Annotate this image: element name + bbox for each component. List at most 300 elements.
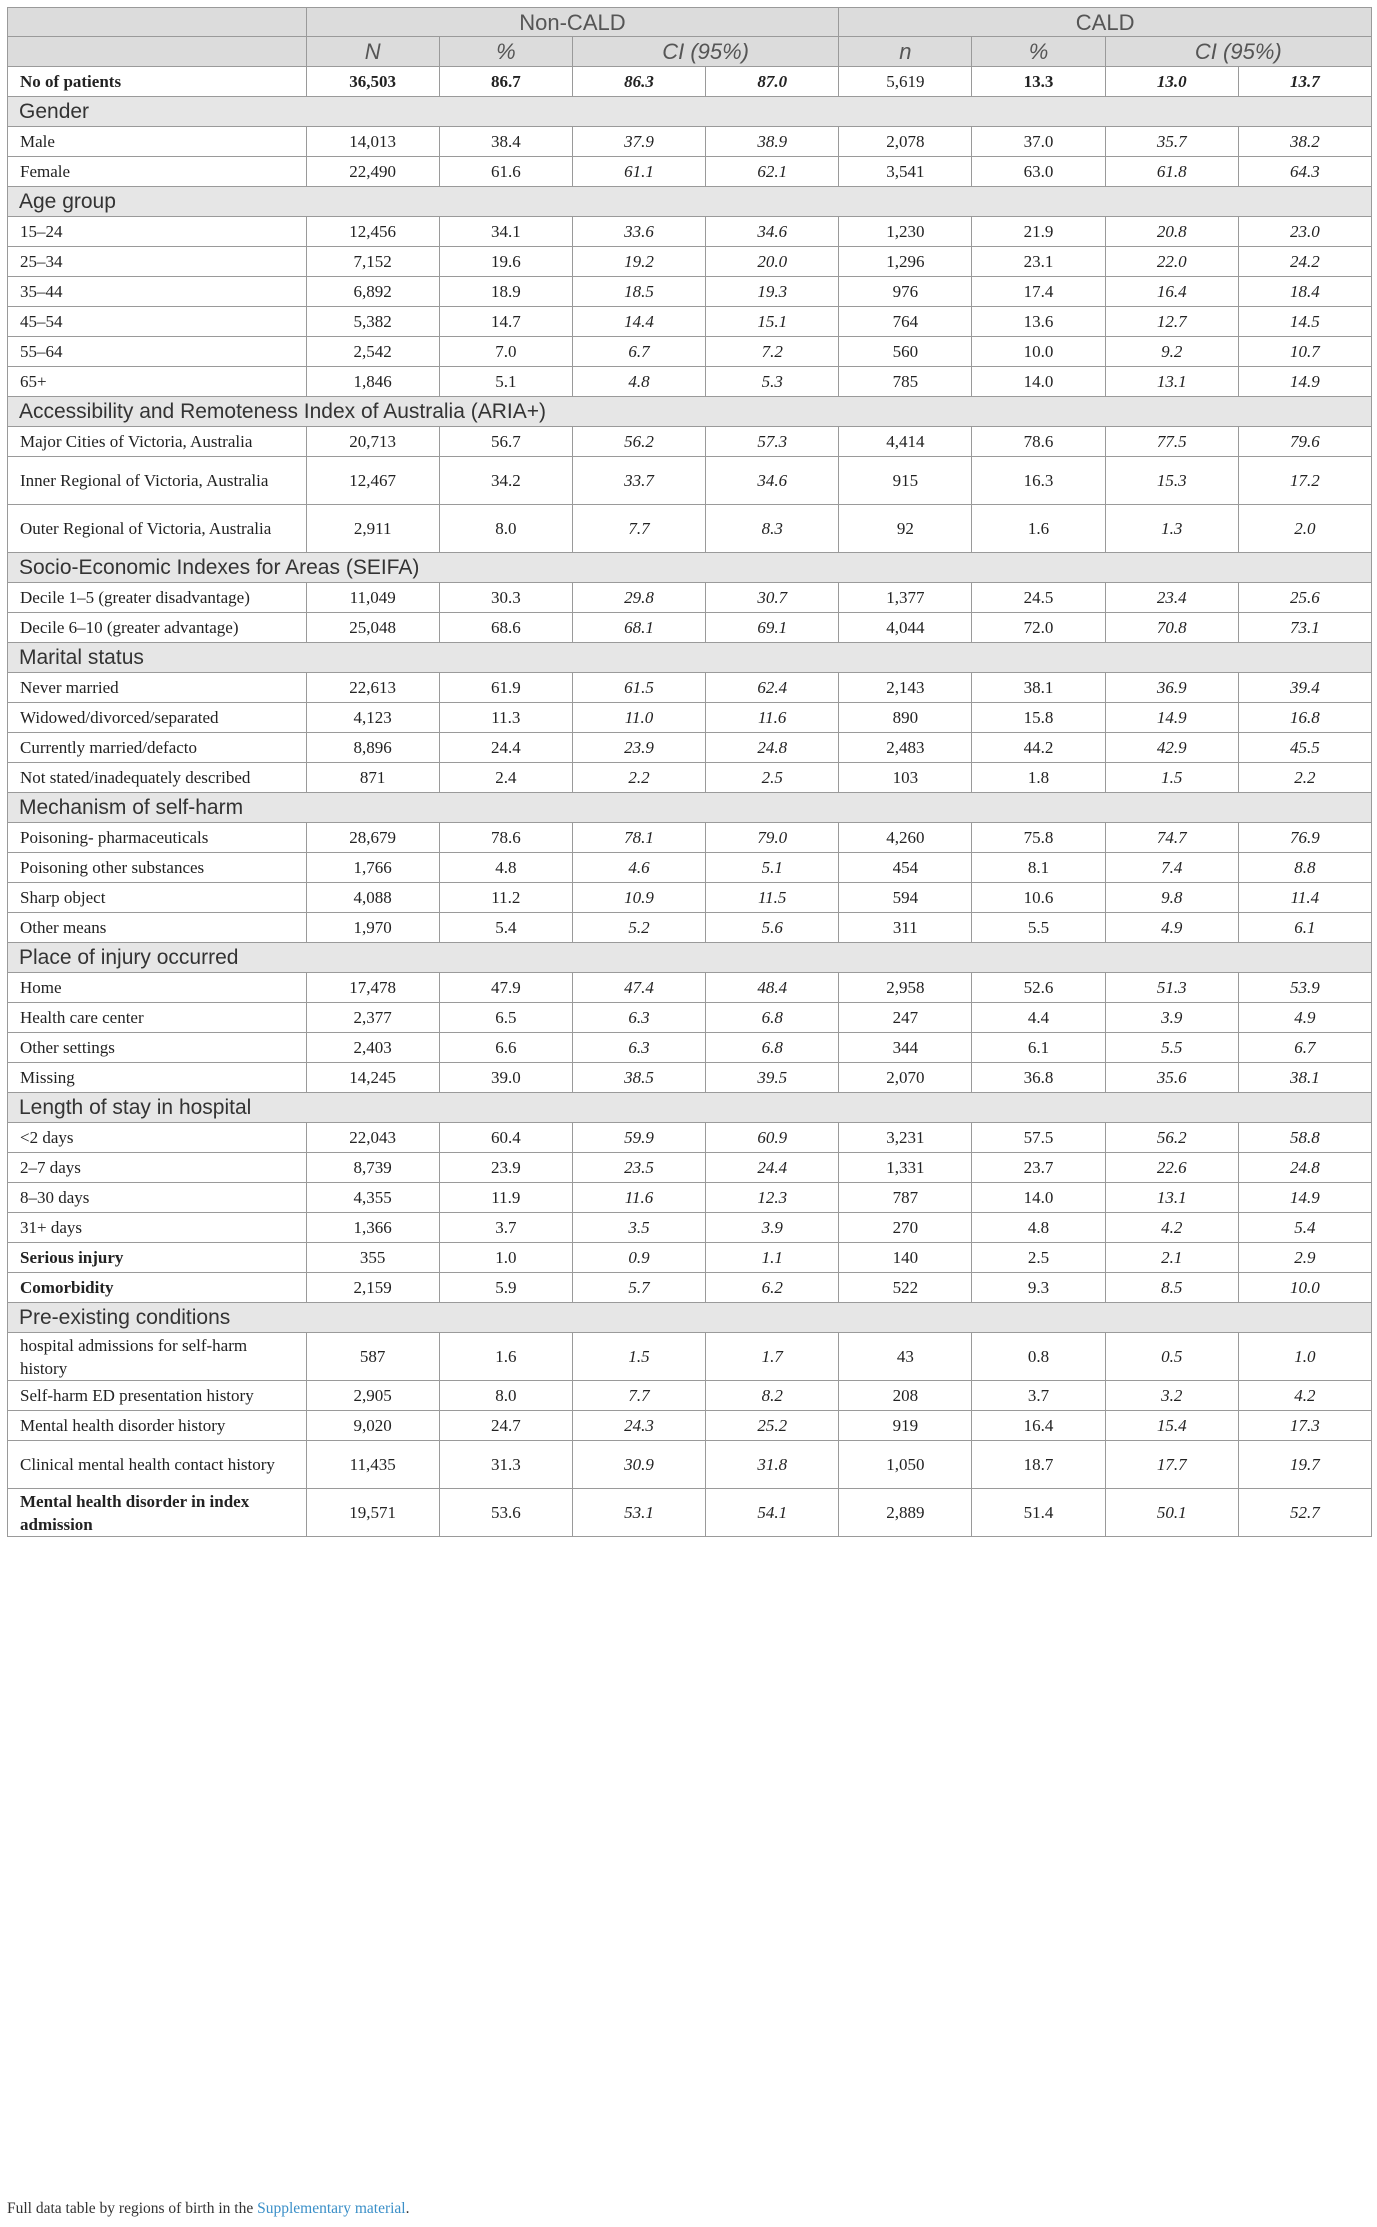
table-row: [8, 1153, 1372, 1183]
percent-cell: 6.6: [439, 1033, 572, 1063]
section-row: [8, 187, 1372, 217]
percent-cell: 24.5: [972, 583, 1105, 613]
ci-upper-cell: 6.2: [706, 1273, 839, 1303]
row-label: Missing: [8, 1063, 307, 1093]
count-cell: 871: [306, 763, 439, 793]
table-row: [8, 823, 1372, 853]
ci-upper-cell: 14.9: [1238, 1183, 1371, 1213]
header-cald: CALD: [839, 8, 1372, 37]
row-label: Home: [8, 973, 307, 1003]
table-body: [8, 67, 1372, 1537]
count-cell: 1,050: [839, 1441, 972, 1489]
percent-cell: 44.2: [972, 733, 1105, 763]
percent-cell: 1.8: [972, 763, 1105, 793]
percent-cell: 4.8: [972, 1213, 1105, 1243]
ci-upper-cell: 6.8: [706, 1003, 839, 1033]
table-row: [8, 457, 1372, 505]
ci-lower-cell: 9.8: [1105, 883, 1238, 913]
ci-upper-cell: 45.5: [1238, 733, 1371, 763]
ci-upper-cell: 34.6: [706, 217, 839, 247]
count-cell: 3,541: [839, 157, 972, 187]
percent-cell: 6.1: [972, 1033, 1105, 1063]
ci-upper-cell: 17.2: [1238, 457, 1371, 505]
ci-upper-cell: 11.4: [1238, 883, 1371, 913]
ci-lower-cell: 5.5: [1105, 1033, 1238, 1063]
percent-cell: 13.6: [972, 307, 1105, 337]
count-cell: 2,143: [839, 673, 972, 703]
row-label: Inner Regional of Victoria, Australia: [8, 457, 307, 505]
count-cell: 22,613: [306, 673, 439, 703]
ci-lower-cell: 36.9: [1105, 673, 1238, 703]
row-label: Currently married/defacto: [8, 733, 307, 763]
ci-lower-cell: 23.5: [572, 1153, 705, 1183]
count-cell: 9,020: [306, 1411, 439, 1441]
count-cell: 2,958: [839, 973, 972, 1003]
table-row: [8, 67, 1372, 97]
count-cell: 22,043: [306, 1123, 439, 1153]
count-cell: 92: [839, 505, 972, 553]
percent-cell: 8.0: [439, 505, 572, 553]
count-cell: 4,414: [839, 427, 972, 457]
ci-upper-cell: 57.3: [706, 427, 839, 457]
ci-lower-cell: 18.5: [572, 277, 705, 307]
percent-cell: 19.6: [439, 247, 572, 277]
percent-cell: 11.9: [439, 1183, 572, 1213]
ci-upper-cell: 54.1: [706, 1489, 839, 1537]
percent-cell: 72.0: [972, 613, 1105, 643]
count-cell: 5,619: [839, 67, 972, 97]
table-row: [8, 763, 1372, 793]
count-cell: 8,896: [306, 733, 439, 763]
table-row: [8, 1033, 1372, 1063]
table-row: [8, 1063, 1372, 1093]
table-row: [8, 1123, 1372, 1153]
count-cell: 22,490: [306, 157, 439, 187]
ci-upper-cell: 8.2: [706, 1381, 839, 1411]
section-row: [8, 643, 1372, 673]
percent-cell: 24.7: [439, 1411, 572, 1441]
header-ci: CI (95%): [1105, 37, 1371, 67]
ci-upper-cell: 14.9: [1238, 367, 1371, 397]
ci-lower-cell: 5.7: [572, 1273, 705, 1303]
ci-lower-cell: 2.1: [1105, 1243, 1238, 1273]
ci-upper-cell: 1.0: [1238, 1333, 1371, 1381]
ci-upper-cell: 5.3: [706, 367, 839, 397]
count-cell: 3,231: [839, 1123, 972, 1153]
ci-lower-cell: 1.5: [572, 1333, 705, 1381]
ci-upper-cell: 62.4: [706, 673, 839, 703]
row-label: hospital admissions for self-harm history: [8, 1333, 307, 1381]
percent-cell: 61.9: [439, 673, 572, 703]
percent-cell: 36.8: [972, 1063, 1105, 1093]
ci-lower-cell: 4.2: [1105, 1213, 1238, 1243]
percent-cell: 21.9: [972, 217, 1105, 247]
table-row: [8, 505, 1372, 553]
ci-lower-cell: 33.7: [572, 457, 705, 505]
footnote-text: Full data table by regions of birth in the: [7, 2200, 258, 2217]
ci-lower-cell: 78.1: [572, 823, 705, 853]
ci-lower-cell: 1.3: [1105, 505, 1238, 553]
table-row: [8, 673, 1372, 703]
count-cell: 587: [306, 1333, 439, 1381]
ci-lower-cell: 11.6: [572, 1183, 705, 1213]
header-percent: %: [972, 37, 1105, 67]
ci-upper-cell: 16.8: [1238, 703, 1371, 733]
ci-lower-cell: 68.1: [572, 613, 705, 643]
ci-lower-cell: 15.4: [1105, 1411, 1238, 1441]
ci-upper-cell: 2.0: [1238, 505, 1371, 553]
percent-cell: 56.7: [439, 427, 572, 457]
percent-cell: 5.5: [972, 913, 1105, 943]
count-cell: 6,892: [306, 277, 439, 307]
percent-cell: 2.4: [439, 763, 572, 793]
row-label: 2–7 days: [8, 1153, 307, 1183]
percent-cell: 8.0: [439, 1381, 572, 1411]
ci-lower-cell: 9.2: [1105, 337, 1238, 367]
ci-lower-cell: 37.9: [572, 127, 705, 157]
count-cell: 890: [839, 703, 972, 733]
header-ci: CI (95%): [572, 37, 838, 67]
count-cell: 522: [839, 1273, 972, 1303]
percent-cell: 4.4: [972, 1003, 1105, 1033]
ci-lower-cell: 6.3: [572, 1003, 705, 1033]
count-cell: 12,467: [306, 457, 439, 505]
percent-cell: 14.7: [439, 307, 572, 337]
ci-upper-cell: 7.2: [706, 337, 839, 367]
ci-lower-cell: 23.9: [572, 733, 705, 763]
ci-lower-cell: 7.4: [1105, 853, 1238, 883]
count-cell: 1,766: [306, 853, 439, 883]
percent-cell: 18.9: [439, 277, 572, 307]
data-table: [7, 7, 1372, 1537]
percent-cell: 0.8: [972, 1333, 1105, 1381]
ci-upper-cell: 17.3: [1238, 1411, 1371, 1441]
ci-upper-cell: 25.2: [706, 1411, 839, 1441]
ci-upper-cell: 1.7: [706, 1333, 839, 1381]
ci-upper-cell: 38.1: [1238, 1063, 1371, 1093]
table-row: [8, 853, 1372, 883]
ci-lower-cell: 6.3: [572, 1033, 705, 1063]
count-cell: 19,571: [306, 1489, 439, 1537]
row-label: Poisoning other substances: [8, 853, 307, 883]
count-cell: 1,846: [306, 367, 439, 397]
ci-lower-cell: 12.7: [1105, 307, 1238, 337]
percent-cell: 34.2: [439, 457, 572, 505]
header-non-cald: Non-CALD: [306, 8, 839, 37]
ci-lower-cell: 86.3: [572, 67, 705, 97]
table-row: [8, 217, 1372, 247]
row-label: Outer Regional of Victoria, Australia: [8, 505, 307, 553]
ci-upper-cell: 5.6: [706, 913, 839, 943]
ci-upper-cell: 20.0: [706, 247, 839, 277]
percent-cell: 24.4: [439, 733, 572, 763]
percent-cell: 5.9: [439, 1273, 572, 1303]
ci-lower-cell: 4.8: [572, 367, 705, 397]
ci-upper-cell: 52.7: [1238, 1489, 1371, 1537]
ci-lower-cell: 13.1: [1105, 1183, 1238, 1213]
row-label: Not stated/inadequately described: [8, 763, 307, 793]
count-cell: 355: [306, 1243, 439, 1273]
row-label: 45–54: [8, 307, 307, 337]
ci-lower-cell: 3.5: [572, 1213, 705, 1243]
percent-cell: 78.6: [972, 427, 1105, 457]
count-cell: 2,483: [839, 733, 972, 763]
ci-upper-cell: 24.2: [1238, 247, 1371, 277]
row-label: Clinical mental health contact history: [8, 1441, 307, 1489]
count-cell: 14,013: [306, 127, 439, 157]
ci-lower-cell: 35.7: [1105, 127, 1238, 157]
row-label: Decile 1–5 (greater disadvantage): [8, 583, 307, 613]
ci-lower-cell: 30.9: [572, 1441, 705, 1489]
count-cell: 787: [839, 1183, 972, 1213]
ci-upper-cell: 5.4: [1238, 1213, 1371, 1243]
ci-lower-cell: 77.5: [1105, 427, 1238, 457]
ci-upper-cell: 12.3: [706, 1183, 839, 1213]
ci-lower-cell: 74.7: [1105, 823, 1238, 853]
count-cell: 43: [839, 1333, 972, 1381]
ci-lower-cell: 17.7: [1105, 1441, 1238, 1489]
ci-lower-cell: 22.6: [1105, 1153, 1238, 1183]
row-label: Other means: [8, 913, 307, 943]
supplementary-material-link[interactable]: Supplementary material: [257, 2200, 406, 2217]
count-cell: 1,366: [306, 1213, 439, 1243]
table-row: [8, 127, 1372, 157]
table-row: [8, 1213, 1372, 1243]
ci-lower-cell: 16.4: [1105, 277, 1238, 307]
ci-lower-cell: 19.2: [572, 247, 705, 277]
ci-upper-cell: 31.8: [706, 1441, 839, 1489]
percent-cell: 14.0: [972, 367, 1105, 397]
ci-lower-cell: 13.1: [1105, 367, 1238, 397]
row-label: Serious injury: [8, 1243, 307, 1273]
percent-cell: 23.9: [439, 1153, 572, 1183]
header-sub-row: [8, 37, 1372, 67]
header-n: N: [306, 37, 439, 67]
count-cell: 2,377: [306, 1003, 439, 1033]
percent-cell: 38.1: [972, 673, 1105, 703]
count-cell: 208: [839, 1381, 972, 1411]
ci-lower-cell: 56.2: [572, 427, 705, 457]
ci-upper-cell: 4.2: [1238, 1381, 1371, 1411]
ci-lower-cell: 3.2: [1105, 1381, 1238, 1411]
count-cell: 103: [839, 763, 972, 793]
table-row: [8, 367, 1372, 397]
ci-upper-cell: 8.8: [1238, 853, 1371, 883]
count-cell: 764: [839, 307, 972, 337]
percent-cell: 9.3: [972, 1273, 1105, 1303]
table-row: [8, 733, 1372, 763]
row-label: 25–34: [8, 247, 307, 277]
count-cell: 560: [839, 337, 972, 367]
ci-lower-cell: 0.9: [572, 1243, 705, 1273]
table-row: [8, 613, 1372, 643]
percent-cell: 39.0: [439, 1063, 572, 1093]
section-heading: Marital status: [8, 643, 1372, 673]
count-cell: 2,159: [306, 1273, 439, 1303]
count-cell: 1,377: [839, 583, 972, 613]
ci-upper-cell: 10.0: [1238, 1273, 1371, 1303]
percent-cell: 16.4: [972, 1411, 1105, 1441]
ci-lower-cell: 10.9: [572, 883, 705, 913]
ci-upper-cell: 30.7: [706, 583, 839, 613]
section-row: [8, 97, 1372, 127]
count-cell: 140: [839, 1243, 972, 1273]
ci-upper-cell: 13.7: [1238, 67, 1371, 97]
row-label: Female: [8, 157, 307, 187]
ci-lower-cell: 23.4: [1105, 583, 1238, 613]
ci-upper-cell: 34.6: [706, 457, 839, 505]
ci-upper-cell: 11.5: [706, 883, 839, 913]
row-label: Mental health disorder in index admission: [8, 1489, 307, 1537]
ci-upper-cell: 4.9: [1238, 1003, 1371, 1033]
percent-cell: 13.3: [972, 67, 1105, 97]
row-label: 35–44: [8, 277, 307, 307]
ci-upper-cell: 2.2: [1238, 763, 1371, 793]
count-cell: 919: [839, 1411, 972, 1441]
count-cell: 4,123: [306, 703, 439, 733]
percent-cell: 3.7: [439, 1213, 572, 1243]
section-heading: Pre-existing conditions: [8, 1303, 1372, 1333]
ci-lower-cell: 20.8: [1105, 217, 1238, 247]
ci-lower-cell: 7.7: [572, 1381, 705, 1411]
ci-lower-cell: 35.6: [1105, 1063, 1238, 1093]
ci-upper-cell: 60.9: [706, 1123, 839, 1153]
ci-upper-cell: 62.1: [706, 157, 839, 187]
count-cell: 17,478: [306, 973, 439, 1003]
ci-lower-cell: 7.7: [572, 505, 705, 553]
count-cell: 20,713: [306, 427, 439, 457]
ci-upper-cell: 79.6: [1238, 427, 1371, 457]
count-cell: 344: [839, 1033, 972, 1063]
count-cell: 785: [839, 367, 972, 397]
percent-cell: 8.1: [972, 853, 1105, 883]
header-corner-cell: [8, 37, 307, 67]
row-label: No of patients: [8, 67, 307, 97]
percent-cell: 34.1: [439, 217, 572, 247]
ci-upper-cell: 6.8: [706, 1033, 839, 1063]
row-label: <2 days: [8, 1123, 307, 1153]
ci-lower-cell: 22.0: [1105, 247, 1238, 277]
ci-upper-cell: 87.0: [706, 67, 839, 97]
ci-upper-cell: 6.1: [1238, 913, 1371, 943]
ci-upper-cell: 8.3: [706, 505, 839, 553]
table-row: [8, 247, 1372, 277]
ci-lower-cell: 0.5: [1105, 1333, 1238, 1381]
percent-cell: 6.5: [439, 1003, 572, 1033]
header-group-row: [8, 8, 1372, 37]
percent-cell: 30.3: [439, 583, 572, 613]
ci-lower-cell: 14.9: [1105, 703, 1238, 733]
ci-lower-cell: 6.7: [572, 337, 705, 367]
ci-lower-cell: 50.1: [1105, 1489, 1238, 1537]
ci-lower-cell: 2.2: [572, 763, 705, 793]
table-row: [8, 1411, 1372, 1441]
ci-upper-cell: 14.5: [1238, 307, 1371, 337]
percent-cell: 60.4: [439, 1123, 572, 1153]
percent-cell: 52.6: [972, 973, 1105, 1003]
row-label: Poisoning- pharmaceuticals: [8, 823, 307, 853]
ci-upper-cell: 19.7: [1238, 1441, 1371, 1489]
ci-upper-cell: 73.1: [1238, 613, 1371, 643]
ci-lower-cell: 38.5: [572, 1063, 705, 1093]
count-cell: 311: [839, 913, 972, 943]
count-cell: 4,260: [839, 823, 972, 853]
percent-cell: 23.7: [972, 1153, 1105, 1183]
ci-lower-cell: 29.8: [572, 583, 705, 613]
percent-cell: 31.3: [439, 1441, 572, 1489]
table-row: [8, 703, 1372, 733]
ci-upper-cell: 11.6: [706, 703, 839, 733]
ci-lower-cell: 70.8: [1105, 613, 1238, 643]
ci-upper-cell: 15.1: [706, 307, 839, 337]
percent-cell: 37.0: [972, 127, 1105, 157]
ci-upper-cell: 69.1: [706, 613, 839, 643]
count-cell: 2,905: [306, 1381, 439, 1411]
table-footnote: [7, 2200, 409, 2218]
percent-cell: 7.0: [439, 337, 572, 367]
header-percent: %: [439, 37, 572, 67]
count-cell: 2,403: [306, 1033, 439, 1063]
ci-lower-cell: 61.8: [1105, 157, 1238, 187]
count-cell: 5,382: [306, 307, 439, 337]
row-label: Comorbidity: [8, 1273, 307, 1303]
row-label: Never married: [8, 673, 307, 703]
ci-upper-cell: 39.5: [706, 1063, 839, 1093]
ci-lower-cell: 11.0: [572, 703, 705, 733]
ci-lower-cell: 15.3: [1105, 457, 1238, 505]
count-cell: 8,739: [306, 1153, 439, 1183]
ci-upper-cell: 24.8: [1238, 1153, 1371, 1183]
ci-upper-cell: 24.4: [706, 1153, 839, 1183]
count-cell: 915: [839, 457, 972, 505]
table-row: [8, 883, 1372, 913]
section-row: [8, 1093, 1372, 1123]
row-label: 31+ days: [8, 1213, 307, 1243]
ci-lower-cell: 42.9: [1105, 733, 1238, 763]
count-cell: 247: [839, 1003, 972, 1033]
ci-lower-cell: 47.4: [572, 973, 705, 1003]
ci-upper-cell: 38.9: [706, 127, 839, 157]
percent-cell: 10.6: [972, 883, 1105, 913]
ci-lower-cell: 24.3: [572, 1411, 705, 1441]
table-row: [8, 973, 1372, 1003]
table-row: [8, 913, 1372, 943]
percent-cell: 15.8: [972, 703, 1105, 733]
section-heading: Place of injury occurred: [8, 943, 1372, 973]
ci-lower-cell: 56.2: [1105, 1123, 1238, 1153]
ci-upper-cell: 6.7: [1238, 1033, 1371, 1063]
header-n: n: [839, 37, 972, 67]
count-cell: 1,296: [839, 247, 972, 277]
ci-lower-cell: 4.9: [1105, 913, 1238, 943]
ci-lower-cell: 8.5: [1105, 1273, 1238, 1303]
percent-cell: 18.7: [972, 1441, 1105, 1489]
count-cell: 2,070: [839, 1063, 972, 1093]
ci-lower-cell: 53.1: [572, 1489, 705, 1537]
ci-lower-cell: 13.0: [1105, 67, 1238, 97]
footnote-period: .: [405, 2200, 410, 2217]
table-row: [8, 583, 1372, 613]
row-label: Sharp object: [8, 883, 307, 913]
ci-upper-cell: 25.6: [1238, 583, 1371, 613]
percent-cell: 68.6: [439, 613, 572, 643]
ci-lower-cell: 59.9: [572, 1123, 705, 1153]
percent-cell: 17.4: [972, 277, 1105, 307]
ci-lower-cell: 51.3: [1105, 973, 1238, 1003]
table-row: [8, 1441, 1372, 1489]
table-row: [8, 1333, 1372, 1381]
count-cell: 28,679: [306, 823, 439, 853]
